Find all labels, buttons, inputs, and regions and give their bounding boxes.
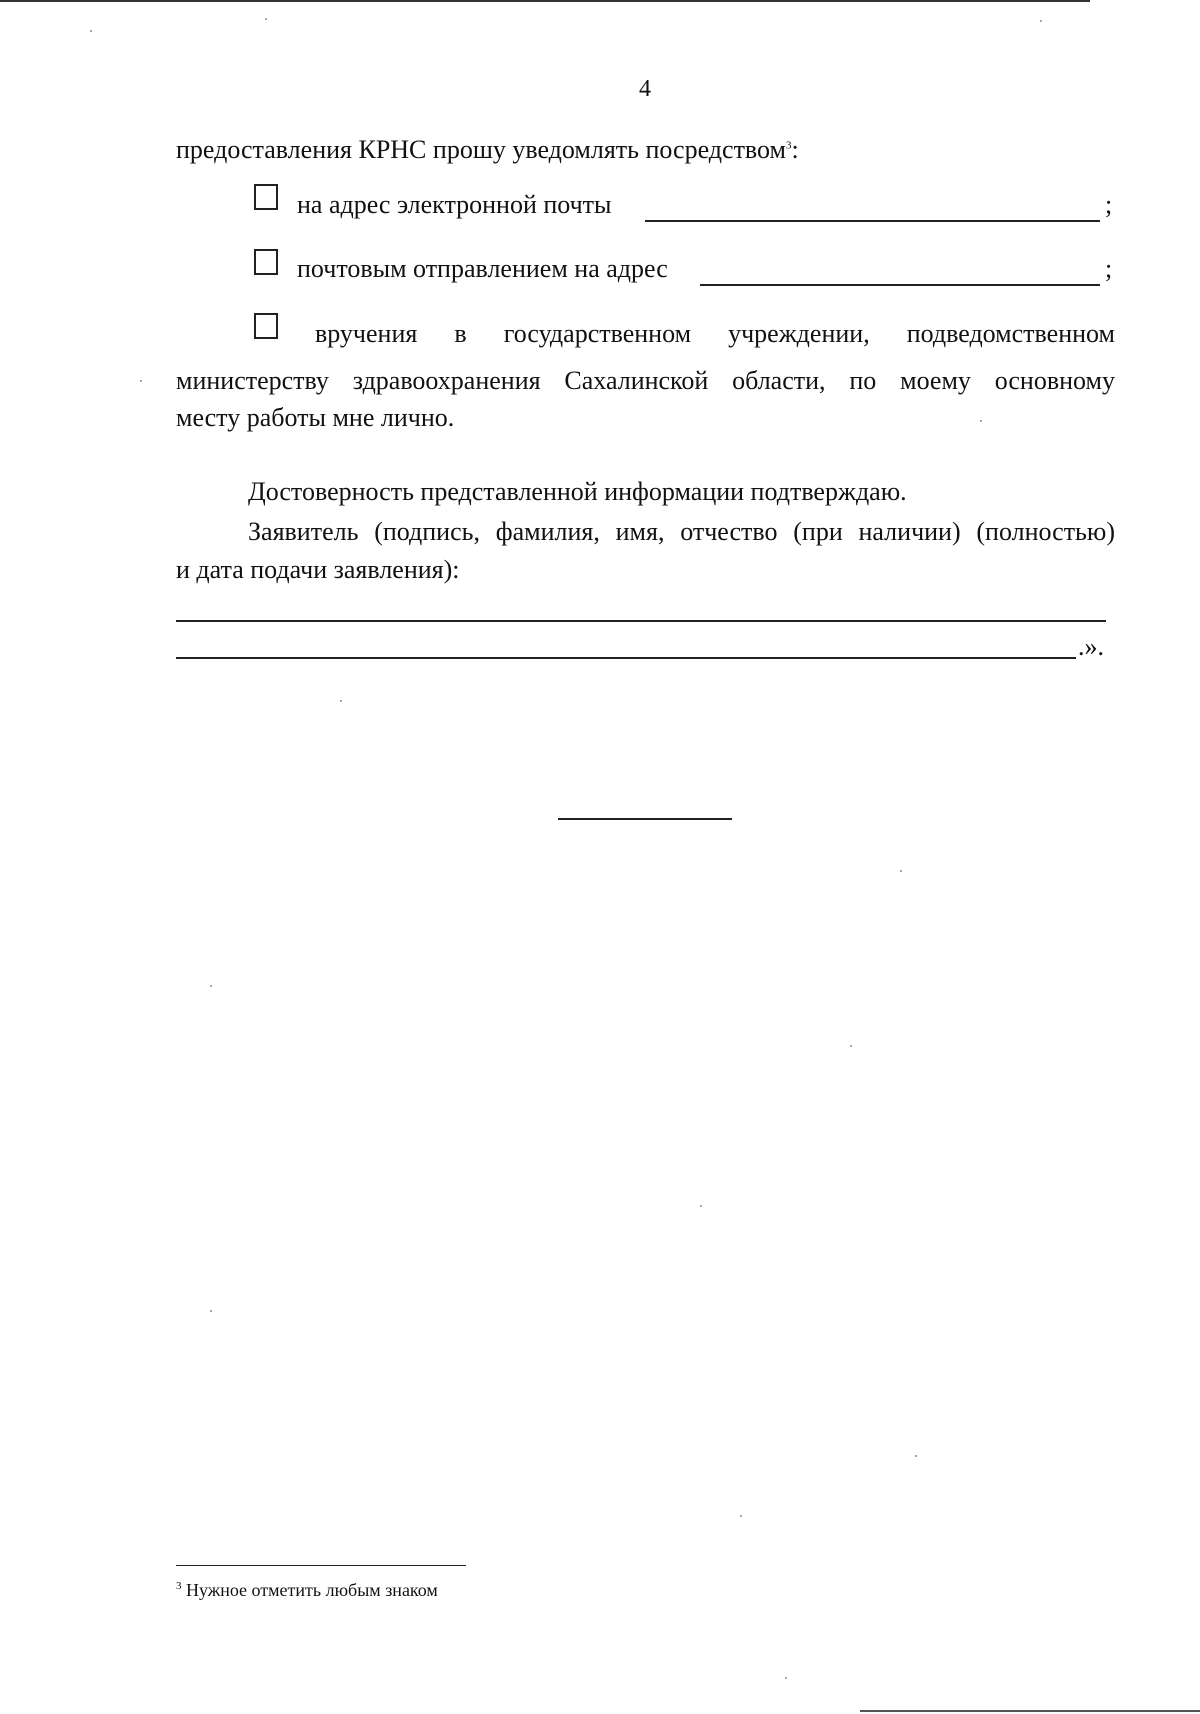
- applicant-instruction-line-1: Заявитель (подпись, фамилия, имя, отчество (при наличии) (полностью): [248, 517, 1115, 546]
- confirmation-statement: Достоверность представленной информации подтверждаю.: [248, 477, 907, 506]
- option-in-person-line-3: месту работы мне лично.: [176, 403, 455, 432]
- footnote-number: 3: [176, 1580, 182, 1592]
- postal-address-fill-line[interactable]: [700, 284, 1100, 286]
- footnote-separator: [176, 1565, 466, 1566]
- scan-speck: [900, 870, 902, 872]
- closing-quote: .».: [1078, 632, 1104, 661]
- scan-speck: [700, 1205, 702, 1207]
- option-in-person-line-2: министерству здравоохранения Сахалинской области, по моему основному: [176, 366, 1115, 395]
- footnote-reference: 3: [785, 139, 792, 152]
- signature-fill-line-2[interactable]: [176, 657, 1076, 659]
- footnote: [176, 1578, 438, 1602]
- scan-speck: [785, 1677, 787, 1679]
- option-in-person-line-1: вручения в государственном учреждении, подведомственном: [315, 319, 1115, 348]
- scan-speck: [90, 30, 92, 32]
- intro-colon: :: [791, 135, 799, 164]
- page-number: 4: [639, 76, 651, 102]
- scan-speck: [210, 1310, 212, 1312]
- intro-paragraph: [176, 133, 799, 167]
- applicant-instruction-line-2: и дата подачи заявления):: [176, 555, 460, 584]
- scan-bottom-edge: [860, 1710, 1200, 1712]
- option-email-label: на адрес электронной почты: [297, 190, 612, 219]
- option-email-semicolon: ;: [1105, 190, 1113, 219]
- email-fill-line[interactable]: [645, 220, 1100, 222]
- scan-top-edge: [0, 0, 1090, 2]
- option-postal-label: почтовым отправлением на адрес: [297, 254, 668, 283]
- scan-speck: [140, 380, 142, 382]
- scan-speck: [210, 985, 212, 987]
- section-end-divider: [558, 818, 732, 820]
- footnote-text: Нужное отметить любым знаком: [181, 1580, 438, 1600]
- scan-speck: [740, 1515, 742, 1517]
- scan-speck: [980, 420, 982, 422]
- scan-speck: [340, 700, 342, 702]
- option-postal-semicolon: ;: [1105, 254, 1113, 283]
- scan-speck: [265, 18, 267, 20]
- scan-speck: [850, 1045, 852, 1047]
- checkbox-in-person[interactable]: [254, 313, 278, 339]
- checkbox-postal[interactable]: [254, 249, 278, 275]
- intro-text: предоставления КРНС прошу уведомлять посредством: [176, 135, 786, 164]
- scan-speck: [915, 1455, 917, 1457]
- signature-fill-line-1[interactable]: [176, 620, 1106, 622]
- scan-speck: [1040, 20, 1042, 22]
- checkbox-email[interactable]: [254, 184, 278, 210]
